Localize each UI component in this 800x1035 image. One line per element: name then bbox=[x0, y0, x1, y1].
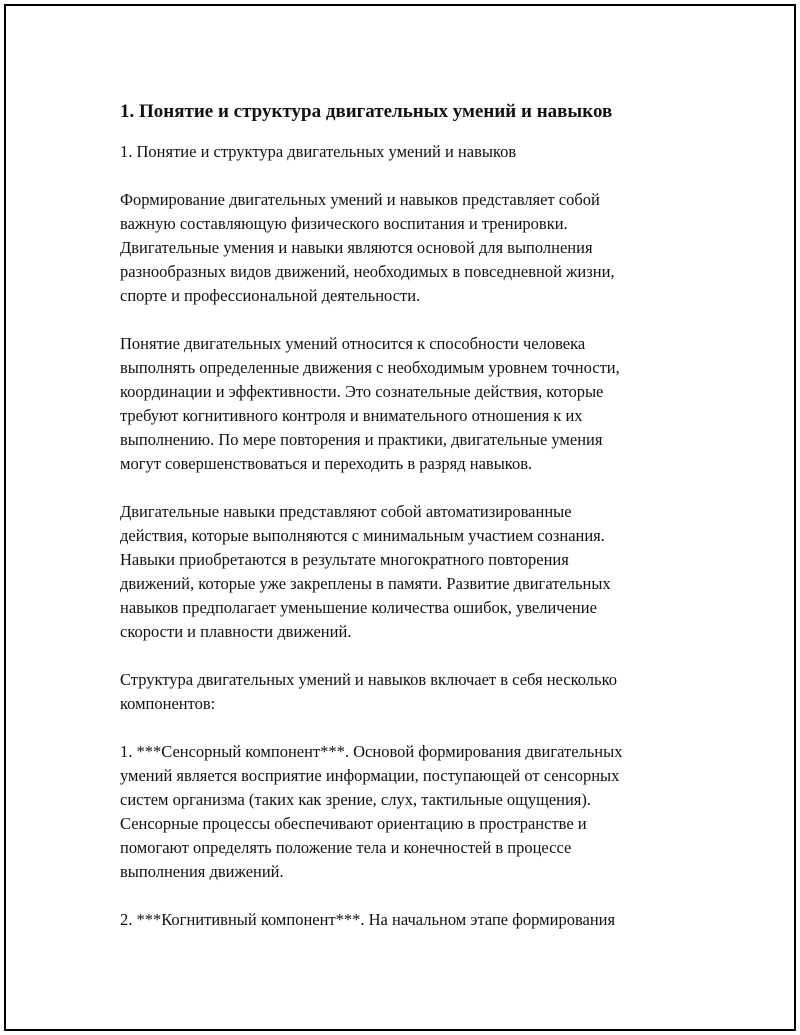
paragraph-sensory-component bbox=[120, 740, 700, 884]
text-line: Двигательные умения и навыки являются основой для выполнения bbox=[120, 238, 593, 257]
text-line: 1. ***Сенсорный компонент***. Основой формирования двигательных bbox=[120, 742, 623, 761]
text-line: важную составляющую физического воспитания и тренировки. bbox=[120, 214, 568, 233]
paragraph-structure bbox=[120, 668, 700, 716]
text-line: координации и эффективности. Это сознательные действия, которые bbox=[120, 382, 604, 401]
page-title: 1. Понятие и структура двигательных умений и навыков bbox=[120, 101, 613, 122]
text-line: выполнять определенные движения с необходимым уровнем точности, bbox=[120, 358, 620, 377]
text-line: 2. ***Когнитивный компонент***. На начальном этапе формирования bbox=[120, 910, 616, 929]
text-line: навыков предполагает уменьшение количества ошибок, увеличение bbox=[120, 598, 597, 617]
text-line: Формирование двигательных умений и навыков представляет собой bbox=[120, 190, 600, 209]
text-line: Понятие двигательных умений относится к способности человека bbox=[120, 334, 586, 353]
text-line: Сенсорные процессы обеспечивают ориентацию в пространстве и bbox=[120, 814, 587, 833]
text-line: действия, которые выполняются с минимальным участием сознания. bbox=[120, 526, 605, 545]
paragraph-intro bbox=[120, 188, 700, 308]
paragraph-motor-skills-concept bbox=[120, 332, 700, 476]
text-line: Двигательные навыки представляют собой автоматизированные bbox=[120, 502, 572, 521]
document-body bbox=[120, 100, 700, 956]
text-line: Навыки приобретаются в результате многократного повторения bbox=[120, 550, 569, 569]
text-line: выполнения движений. bbox=[120, 862, 284, 881]
text-line: спорте и профессиональной деятельности. bbox=[120, 286, 421, 305]
text-line: скорости и плавности движений. bbox=[120, 622, 352, 641]
text-line: требуют когнитивного контроля и внимательного отношения к их bbox=[120, 406, 583, 425]
text-line: компонентов: bbox=[120, 694, 216, 713]
paragraph-motor-habits bbox=[120, 500, 700, 644]
text-line: систем организма (таких как зрение, слух, тактильные ощущения). bbox=[120, 790, 592, 809]
text-line: Структура двигательных умений и навыков включает в себя несколько bbox=[120, 670, 617, 689]
text-line: разнообразных видов движений, необходимых в повседневной жизни, bbox=[120, 262, 615, 281]
text-line: умений является восприятие информации, поступающей от сенсорных bbox=[120, 766, 620, 785]
document-page bbox=[4, 4, 796, 1031]
text-line: выполнению. По мере повторения и практики, двигательные умения bbox=[120, 430, 603, 449]
text-line: помогают определять положение тела и конечностей в процессе bbox=[120, 838, 572, 857]
paragraph-cognitive-component bbox=[120, 908, 700, 932]
text-line: могут совершенствоваться и переходить в разряд навыков. bbox=[120, 454, 533, 473]
text-line: движений, которые уже закреплены в памяти. Развитие двигательных bbox=[120, 574, 611, 593]
section-title: 1. Понятие и структура двигательных умений и навыков bbox=[120, 142, 517, 161]
